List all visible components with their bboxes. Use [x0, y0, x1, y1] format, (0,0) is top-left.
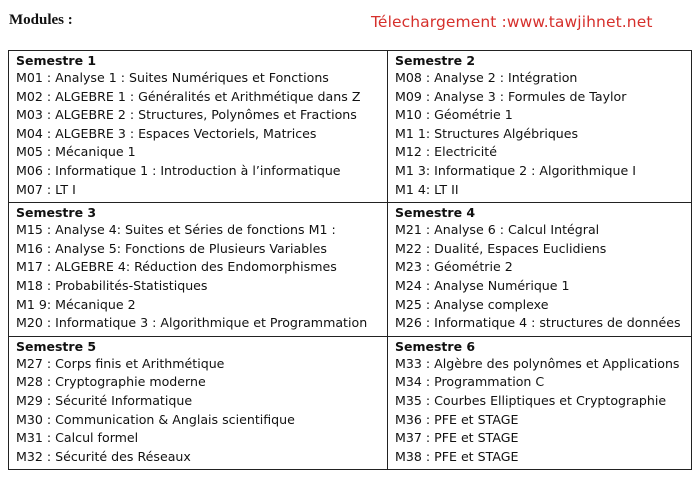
module-item: M32 : Sécurité des Réseaux	[16, 448, 191, 464]
semester-title: Semestre 5	[16, 338, 97, 354]
module-item: M28 : Cryptographie moderne	[16, 374, 206, 390]
module-item: M24 : Analyse Numérique 1	[395, 277, 570, 293]
module-item: M10 : Géométrie 1	[395, 107, 513, 123]
semester-row	[9, 336, 692, 470]
module-item: M12 : Electricité	[395, 144, 497, 160]
modules-table	[8, 50, 692, 470]
semester-title: Semestre 1	[16, 53, 97, 68]
module-item: M37 : PFE et STAGE	[395, 430, 519, 446]
module-item: M33 : Algèbre des polynômes et Applications	[395, 355, 680, 371]
module-item: M16 : Analyse 5: Fonctions de Plusieurs Variables	[16, 240, 327, 256]
module-item: M07 : LT I	[16, 181, 76, 197]
module-item: M03 : ALGEBRE 2 : Structures, Polynômes et Fractions	[16, 107, 357, 123]
module-item: M38 : PFE et STAGE	[395, 448, 519, 464]
module-item: M26 : Informatique 4 : structures de données	[395, 315, 681, 331]
module-item: M35 : Courbes Elliptiques et Cryptographie	[395, 392, 667, 408]
semester-row	[9, 203, 692, 337]
module-item: M1 9: Mécanique 2	[16, 296, 136, 312]
semester-title: Semestre 6	[395, 338, 476, 354]
semester-cell	[9, 203, 388, 337]
module-item: M20 : Informatique 3 : Algorithmique et Programmation	[16, 315, 368, 331]
module-item: M29 : Sécurité Informatique	[16, 392, 193, 408]
page-heading: Modules :	[9, 12, 73, 28]
module-item: M1 3: Informatique 2 : Algorithmique I	[395, 162, 636, 178]
module-item: M04 : ALGEBRE 3 : Espaces Vectoriels, Matrices	[16, 125, 317, 141]
module-item: M06 : Informatique 1 : Introduction à l’informatique	[16, 162, 341, 178]
module-item: M23 : Géométrie 2	[395, 259, 513, 275]
module-item: M01 : Analyse 1 : Suites Numériques et Fonctions	[16, 70, 329, 85]
semester-cell	[388, 51, 692, 203]
module-item: M25 : Analyse complexe	[395, 296, 549, 312]
module-item: M30 : Communication & Anglais scientifique	[16, 411, 295, 427]
semester-title: Semestre 3	[16, 205, 97, 221]
module-item: M1 1: Structures Algébriques	[395, 125, 579, 141]
module-item: M02 : ALGEBRE 1 : Généralités et Arithmétique dans Z	[16, 88, 361, 104]
module-item: M17 : ALGEBRE 4: Réduction des Endomorphismes	[16, 259, 337, 275]
semester-cell	[388, 336, 692, 470]
module-item: M31 : Calcul formel	[16, 430, 139, 446]
module-item: M21 : Analyse 6 : Calcul Intégral	[395, 222, 600, 238]
module-item: M15 : Analyse 4: Suites et Séries de fonctions M1 :	[16, 222, 336, 238]
semester-cell	[9, 51, 388, 203]
module-item: M08 : Analyse 2 : Intégration	[395, 70, 578, 85]
module-item: M22 : Dualité, Espaces Euclidiens	[395, 240, 607, 256]
semester-title: Semestre 4	[395, 205, 476, 221]
module-item: M09 : Analyse 3 : Formules de Taylor	[395, 88, 627, 104]
module-item: M18 : Probabilités-Statistiques	[16, 277, 208, 293]
module-item: M05 : Mécanique 1	[16, 144, 136, 160]
module-item: M36 : PFE et STAGE	[395, 411, 519, 427]
semester-row	[9, 51, 692, 203]
download-watermark: Télechargement :www.tawjihnet.net	[371, 13, 653, 31]
module-item: M1 4: LT II	[395, 181, 459, 197]
semester-cell	[388, 203, 692, 337]
module-item: M27 : Corps finis et Arithmétique	[16, 355, 225, 371]
semester-title: Semestre 2	[395, 53, 476, 68]
semester-cell	[9, 336, 388, 470]
module-item: M34 : Programmation C	[395, 374, 545, 390]
